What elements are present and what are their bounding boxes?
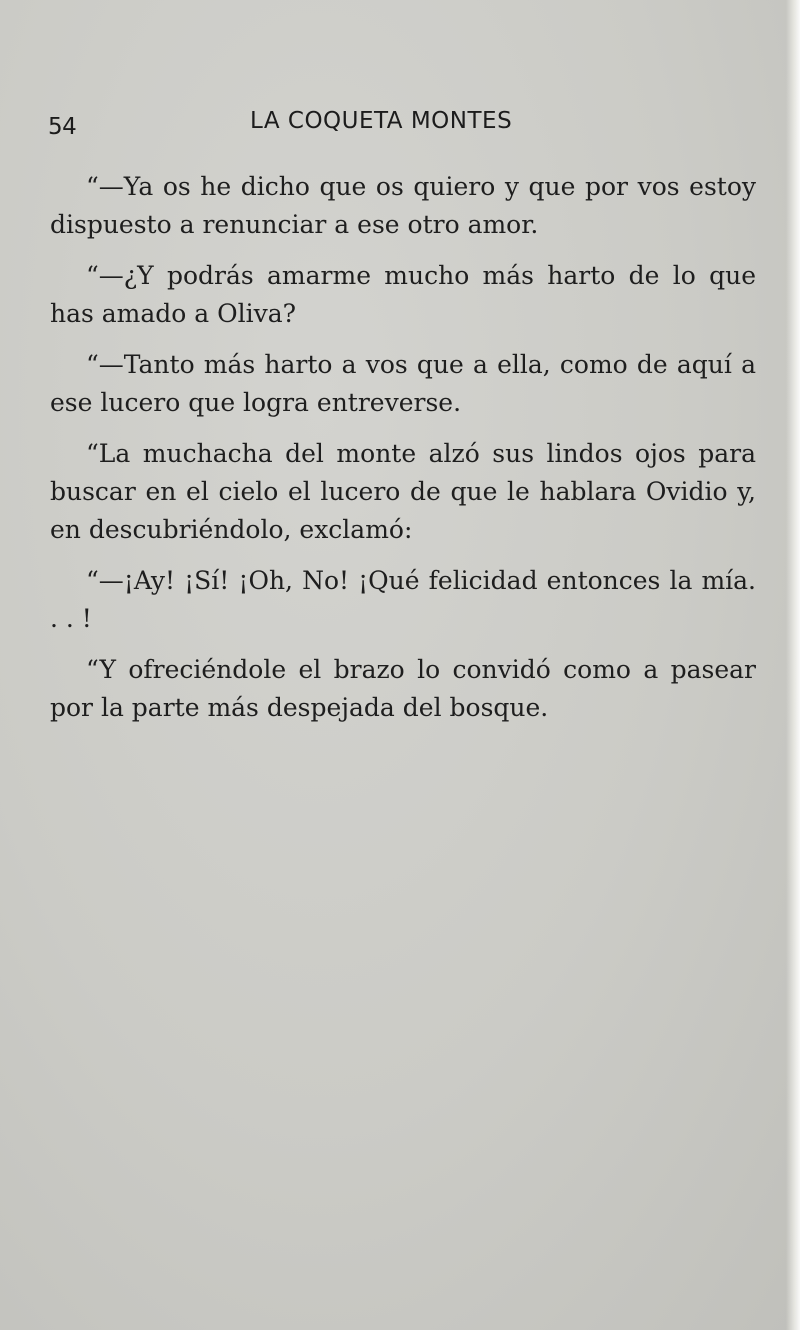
paragraph: “—Ya os he dicho que os quiero y que por vos estoy dispuesto a renunciar a ese otro amor.: [50, 172, 756, 239]
page-edge: [786, 0, 800, 1330]
body-text: [50, 168, 756, 740]
paragraph: “La muchacha del monte alzó sus lindos ojos para buscar en el cielo el lucero de que le hablara Ovidio y, en descubriéndolo, exclamó:: [50, 439, 756, 544]
paragraph: “—¿Y podrás amarme mucho más harto de lo que has amado a Oliva?: [50, 261, 756, 328]
page-header: [48, 108, 748, 148]
paragraph: “—¡Ay! ¡Sí! ¡Oh, No! ¡Qué felicidad entonces la mía. . . !: [50, 566, 756, 633]
paragraph: “—Tanto más harto a vos que a ella, como de aquí a ese lucero que logra entreverse.: [50, 350, 756, 417]
page-number: 54: [48, 114, 77, 140]
paragraph: “Y ofreciéndole el brazo lo convidó como a pasear por la parte más despejada del bosque.: [50, 655, 756, 722]
running-title: LA COQUETA MONTES: [250, 108, 513, 134]
